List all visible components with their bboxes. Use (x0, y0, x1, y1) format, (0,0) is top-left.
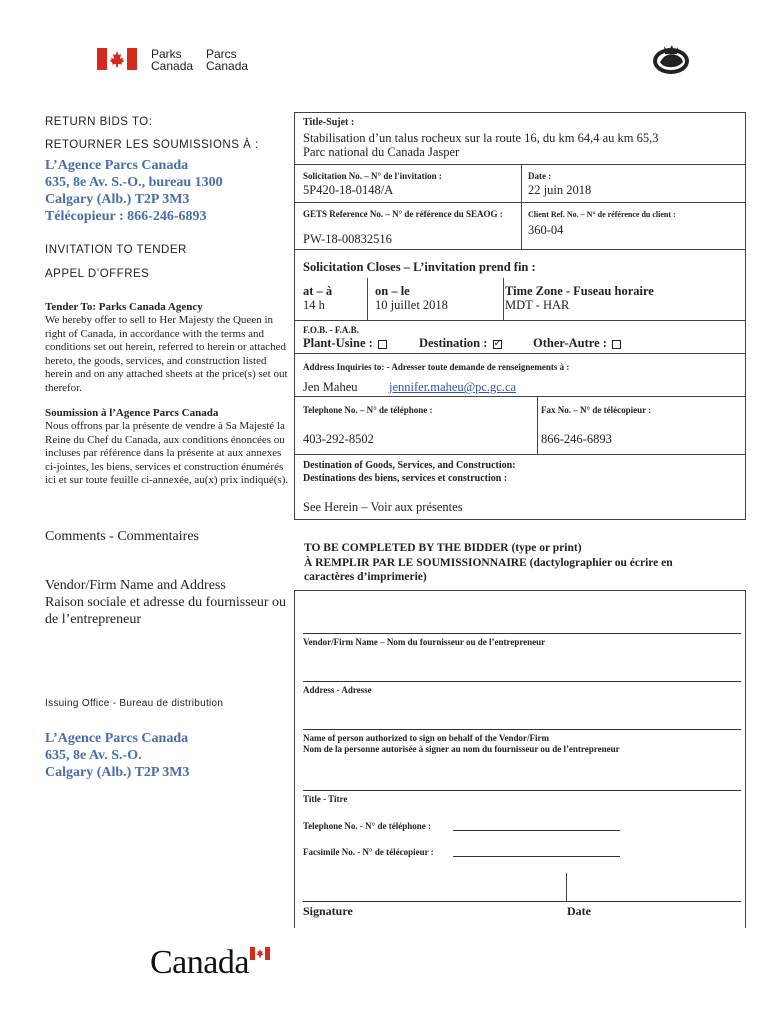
logo-fr-line2: Canada (206, 59, 249, 73)
destination-goods-label-fr: Destinations des biens, services et construction : (303, 473, 508, 484)
telephone-label: Telephone No. – N° de téléphone : (303, 405, 433, 415)
other-autre-option[interactable] (533, 336, 621, 350)
vendor-name-field[interactable] (303, 633, 741, 634)
canada-wordmark (150, 945, 275, 981)
solicitation-info-box (294, 112, 746, 520)
on-value: 10 juillet 2018 (375, 298, 448, 312)
return-address (45, 157, 223, 225)
destination-option[interactable] (419, 336, 502, 350)
bidder-heading-line3: caractères d’imprimerie) (304, 571, 427, 583)
gets-reference-value: PW-18-00832516 (303, 232, 392, 246)
soumission-text: Nous offrons par la présente de vendre à Sa Majesté la Reine du Chef du Canada, aux conditions énoncées ou incluses par référence dans la présente at aux annexes ci-jointes, les biens, services et construction énumérés ici et sur toute feuille ci-annexée, au(x) prix indiqué(s). (45, 420, 289, 486)
see-herein-value: See Herein – Voir aux présentes (303, 500, 463, 514)
logo-en-line2: Canada (151, 59, 194, 73)
issuing-address (45, 730, 189, 781)
other-autre-checkbox[interactable] (612, 340, 621, 349)
logo-en-line1: Parks (151, 47, 182, 61)
title-value-line1: Stabilisation d’un talus rocheux sur la route 16, du km 64,4 au km 65,3 (303, 131, 659, 145)
invitation-to-tender-label: INVITATION TO TENDER (45, 244, 187, 256)
title-label: Title-Sujet : (303, 117, 355, 128)
bidder-heading-line1: TO BE COMPLETED BY THE BIDDER (type or print) (304, 542, 582, 554)
contact-name: Jen Maheu (303, 380, 358, 394)
signature-label: Signature (303, 904, 353, 918)
time-zone-value: MDT - HAR (505, 298, 570, 312)
beaver-emblem-icon (650, 42, 692, 76)
fob-label: F.O.B. - F.A.B. (303, 325, 359, 335)
bidder-telephone-field[interactable] (453, 830, 620, 831)
authorized-person-label-en: Name of person authorized to sign on behalf of the Vendor/Firm (303, 733, 549, 743)
date-label: Date : (528, 171, 552, 181)
title-value-line2: Parc national du Canada Jasper (303, 145, 460, 159)
solicitation-no-label: Solicitation No. – N° de l'invitation : (303, 171, 442, 181)
canada-wordmark-text: Canada (150, 944, 249, 981)
bidder-heading-line2: À REMPLIR PAR LE SOUMISSIONNAIRE (dactylographier ou écrire en (304, 556, 673, 569)
telephone-value: 403-292-8502 (303, 432, 374, 446)
date-value: 22 juin 2018 (528, 183, 592, 197)
return-address-line: 635, 8e Av. S.-O., bureau 1300 (45, 175, 223, 190)
issuing-address-line: Calgary (Alb.) T2P 3M3 (45, 765, 190, 780)
address-label: Address - Adresse (303, 685, 372, 695)
solicitation-closes-label: Solicitation Closes – L’invitation prend fin : (303, 260, 536, 274)
tender-to-heading: Tender To: Parks Canada Agency (45, 301, 203, 313)
comments-label: Comments - Commentaires (45, 529, 199, 544)
plant-usine-label: Plant-Usine : (303, 336, 373, 350)
title-field[interactable] (303, 790, 741, 791)
destination-goods-label-en: Destination of Goods, Services, and Construction: (303, 460, 516, 471)
plant-usine-checkbox[interactable] (378, 340, 387, 349)
issuing-office-label: Issuing Office - Bureau de distribution (45, 698, 224, 709)
plant-usine-option[interactable] (303, 336, 387, 350)
gets-reference-label: GETS Reference No. – N° de référence du SEAOG : (303, 209, 503, 219)
destination-checkbox[interactable] (493, 340, 502, 349)
vendor-name-address-label-fr: Raison sociale et adresse du fournisseur ou de l’entrepreneur (45, 595, 287, 627)
contact-email-link[interactable]: jennifer.maheu@pc.gc.ca (389, 380, 517, 394)
vendor-name-label: Vendor/Firm Name – Nom du fournisseur ou de l’entrepreneur (303, 637, 546, 647)
on-label: on – le (375, 284, 410, 298)
bidder-facsimile-label: Facsimile No. - N° de télécopieur : (303, 847, 434, 857)
client-ref-label: Client Ref. No. – N° de référence du client : (528, 210, 676, 219)
canada-wordmark-flag-icon (250, 947, 270, 960)
logo-fr-line1: Parcs (206, 47, 237, 61)
return-address-fax: Télécopieur : 866-246-6893 (45, 209, 207, 224)
return-bids-label-fr: RETOURNER LES SOUMISSIONS À : (45, 139, 259, 151)
date-signature-label: Date (567, 904, 591, 918)
return-address-line: L’Agence Parcs Canada (45, 158, 189, 173)
canada-flag-icon (97, 48, 137, 70)
other-autre-label: Other-Autre : (533, 336, 607, 350)
tender-to-text: We hereby offer to sell to Her Majesty the Queen in right of Canada, in accordance with the terms and conditions set out herein, referred to herein or attached hereto, the goods, services, and construction listed herein and on any attached sheets at the price(s) set out therefor. (45, 314, 288, 394)
parks-canada-wordmark (151, 48, 193, 72)
bidder-facsimile-field[interactable] (453, 856, 620, 857)
fax-value: 866-246-6893 (541, 432, 612, 446)
issuing-address-line: 635, 8e Av. S.-O. (45, 748, 142, 763)
at-label: at – à (303, 284, 333, 298)
return-bids-label-en: RETURN BIDS TO: (45, 116, 153, 128)
signature-date-field[interactable] (303, 901, 741, 902)
authorized-person-label-fr: Nom de la personne autorisée à signer au nom du fournisseur ou de l’entrepreneur (303, 744, 620, 754)
client-ref-value: 360-04 (528, 223, 564, 237)
return-address-line: Calgary (Alb.) T2P 3M3 (45, 192, 190, 207)
fax-label: Fax No. – N° de télécopieur : (541, 405, 652, 415)
bidder-form-box (294, 590, 746, 928)
soumission-heading: Soumission à l’Agence Parcs Canada (45, 407, 219, 419)
time-zone-label: Time Zone - Fuseau horaire (505, 284, 654, 298)
vendor-name-address-label: Vendor/Firm Name and Address (45, 578, 226, 593)
bidder-telephone-label: Telephone No. - N° de téléphone : (303, 821, 432, 831)
appel-offres-label: APPEL D’OFFRES (45, 268, 150, 280)
parcs-canada-wordmark (206, 48, 248, 72)
address-field[interactable] (303, 681, 741, 682)
issuing-address-line: L’Agence Parcs Canada (45, 731, 189, 746)
at-value: 14 h (303, 298, 325, 312)
destination-label: Destination : (419, 336, 488, 350)
title-label: Title - Titre (303, 794, 348, 804)
solicitation-no-value: 5P420-18-0148/A (303, 183, 394, 197)
authorized-person-field[interactable] (303, 729, 741, 730)
bidder-heading (304, 541, 673, 585)
address-inquiries-label: Address Inquiries to: - Adresser toute demande de renseignements à : (303, 362, 570, 372)
